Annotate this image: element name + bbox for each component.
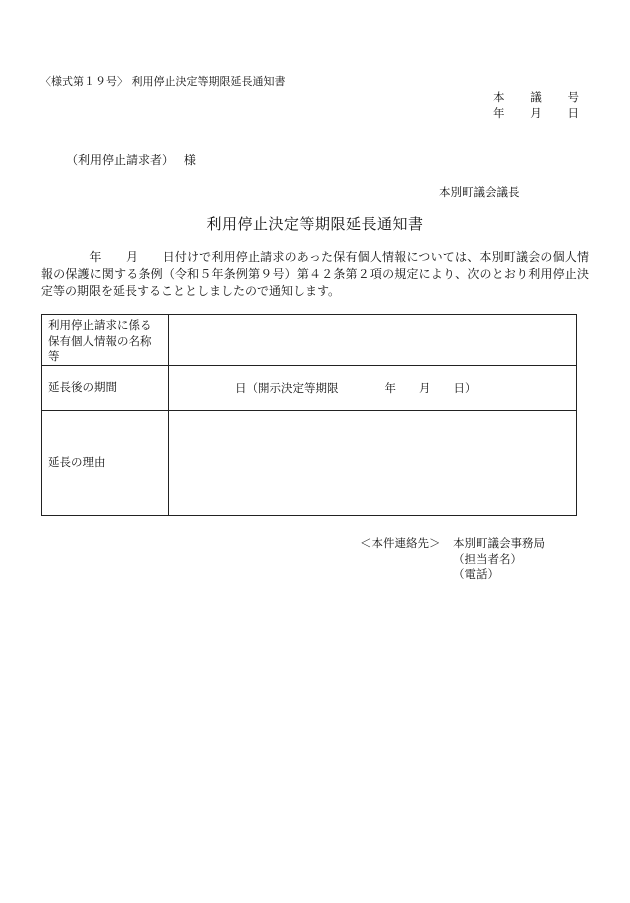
contact-phone: （電話） [453, 567, 499, 581]
contact-person: （担当者名） [453, 551, 522, 566]
table-row [42, 315, 577, 366]
form-number-label: 〈様式第１９号〉 利用停止決定等期限延長通知書 [40, 75, 286, 88]
ref-no-part: 号 [567, 90, 579, 104]
date-part: 日 [567, 106, 579, 120]
contact-office: 本別町議会事務局 [453, 536, 545, 550]
contact-block [360, 536, 545, 583]
table-row [42, 366, 577, 411]
notice-paragraph: 年 月 日付けで利用停止請求のあった保有個人情報については、本別町議会の個人情報の保護に関する条例（令和５年条例第９号）第４２条第２項の規定により、次のとおり利用停止決定等の期限を延長することとしましたので通知します。 [41, 250, 589, 298]
notice-body [41, 249, 589, 300]
extended-period-label: 延長後の期間 [42, 366, 169, 411]
document-date [493, 105, 579, 121]
contact-label: ＜本件連絡先＞ [360, 536, 441, 550]
extended-period-value: 日（開示決定等期限 年 月 日） [169, 366, 577, 411]
table-row [42, 411, 577, 516]
info-name-label: 利用停止請求に係る保有個人情報の名称等 [42, 315, 169, 366]
document-title: 利用停止決定等期限延長通知書 [206, 215, 424, 233]
extension-reason-label: 延長の理由 [42, 411, 169, 516]
ref-no-part: 本 [493, 90, 505, 104]
ref-no-part: 議 [530, 90, 542, 104]
sender-name: 本別町議会議長 [439, 185, 520, 199]
notice-table [41, 314, 577, 516]
info-name-value [169, 315, 577, 366]
date-part: 月 [530, 106, 542, 120]
addressee: （利用停止請求者） 様 [66, 153, 196, 167]
extension-reason-value [169, 411, 577, 516]
document-reference-number [493, 89, 579, 105]
date-part: 年 [493, 106, 505, 120]
